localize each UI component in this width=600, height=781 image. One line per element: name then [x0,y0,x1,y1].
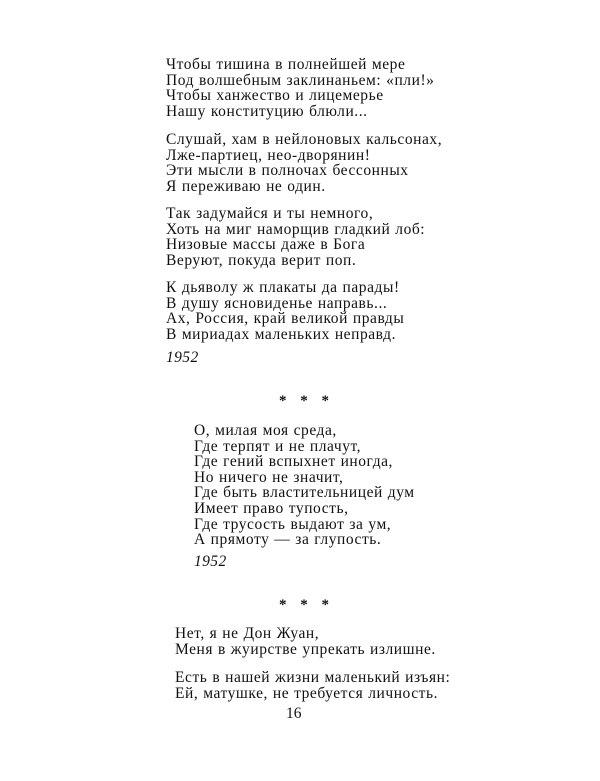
poem-2-text [194,423,415,548]
poem-line: Хоть на миг наморщив гладкий лоб: [166,220,426,238]
poem-line: Лже-партиец, нео-дворянин! [166,146,371,164]
poem-line: Чтобы тишина в полнейшей мере [166,56,406,73]
poem-3-separator: * * * [279,597,334,613]
poem-1-stanza-2 [166,132,442,194]
poem-line: В душу ясновиденье направь... [166,294,388,312]
poem-line: Есть в нашей жизни маленький изъян: [175,669,451,686]
poem-line: К дьяволу ж плакаты да парады! [166,279,400,296]
poem-line: Где гений вспыхнет иногда, [194,453,393,471]
poem-1-date: 1952 [166,349,199,366]
poem-line: Я переживаю не один. [166,177,326,195]
poem-line: Нет, я не Дон Жуан, [175,625,320,642]
poem-line: Где терпят и не плачут, [194,437,362,455]
poem-line: Ей, матушке, не требуется личность. [175,684,439,702]
poem-line: Низовые массы даже в Бога [166,236,366,254]
page-number: 16 [286,705,302,722]
poem-line: Но ничего не значит, [194,468,344,486]
poem-line: А прямоту — за глупость. [194,531,382,549]
poem-line: Эти мысли в полночах бессонных [166,162,409,180]
poem-line: Ах, Россия, край великой правды [166,310,405,328]
poem-1-stanza-4 [166,280,404,342]
poem-line: Так задумайся и ты немного, [166,205,374,222]
poem-line: В мириадах маленьких неправд. [166,325,397,343]
poem-line: О, милая моя среда, [194,422,337,439]
poem-line: Имеет право тупость, [194,499,349,517]
poem-1-stanza-1 [166,57,434,119]
poem-line: Чтобы ханжество и лицемерье [166,87,384,105]
poem-line: Где трусость выдают за ум, [194,515,392,533]
poem-line: Меня в жуирстве упрекать излишне. [175,640,436,658]
poem-line: Слушай, хам в нейлоновых кальсонах, [166,131,443,148]
poem-line: Где быть властительницей дум [194,484,415,502]
poem-line: Под волшебным заклинаньем: «пли!» [166,71,435,89]
poem-1-stanza-3 [166,206,425,268]
poem-3-stanza-2 [175,670,450,701]
poem-2-date: 1952 [194,553,227,570]
poem-2-separator: * * * [279,393,334,409]
poem-line: Веруют, покуда верит поп. [166,251,357,269]
poem-line: Нашу конституцию блюли... [166,102,368,120]
poem-3-stanza-1 [175,626,436,657]
